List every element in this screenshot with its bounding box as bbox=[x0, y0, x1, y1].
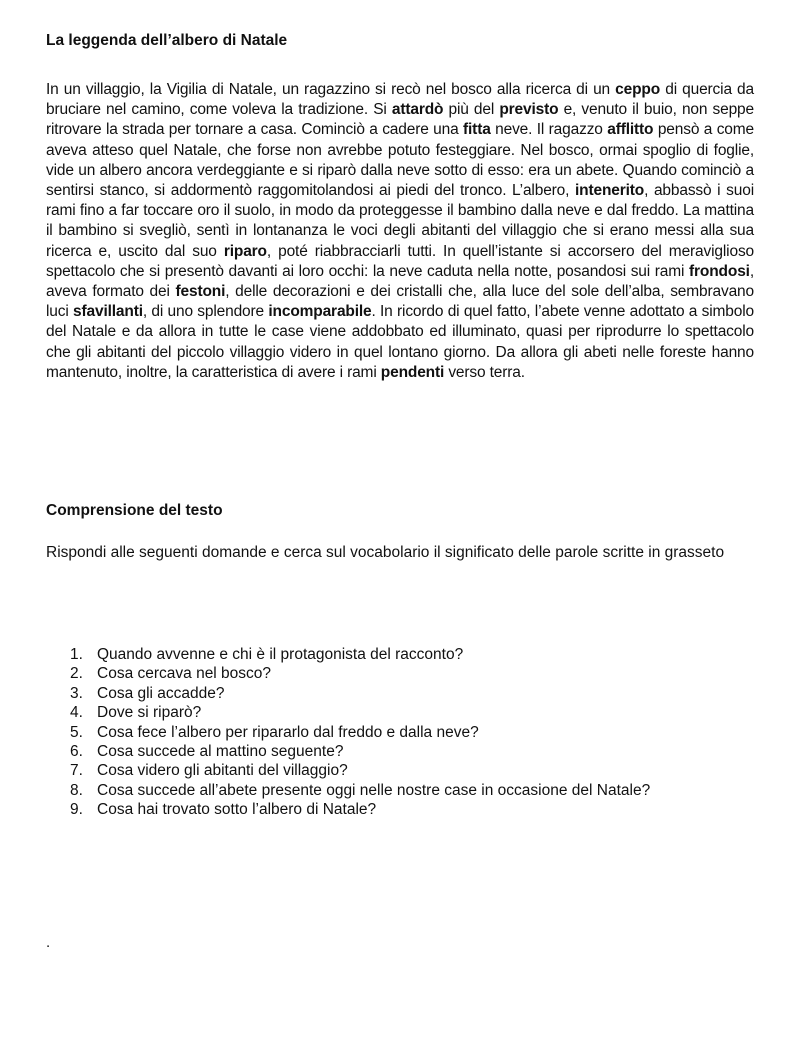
question-text: Cosa cercava nel bosco? bbox=[97, 665, 272, 683]
section-title: Comprensione del testo bbox=[46, 502, 223, 519]
story-text: , di uno splendore bbox=[142, 303, 269, 321]
question-item bbox=[70, 742, 650, 761]
question-item bbox=[70, 664, 650, 683]
question-text: Cosa hai trovato sotto l’albero di Natale? bbox=[97, 801, 377, 819]
vocabulary-word: afflitto bbox=[607, 121, 654, 139]
question-item bbox=[70, 761, 650, 780]
question-number: 7. bbox=[70, 762, 83, 780]
question-number: 5. bbox=[70, 723, 83, 741]
document-title: La leggenda dell’albero di Natale bbox=[46, 32, 288, 49]
question-number: 4. bbox=[70, 704, 83, 722]
story-text: , aveva formato dei bbox=[46, 262, 754, 301]
story-text: pensò a come aveva atteso quel Natale, che forse non avrebbe potuto festeggiare. Nel bosco, ormai spoglio di foglie, vide un albero ancora verdeggiante e si riparò dalla neve sotto di esso: era un abete. Quando cominciò a sentirsi stanco, si addormentò raggomitolandosi ai piedi del tronco. L’albero, bbox=[46, 121, 754, 200]
question-item bbox=[70, 800, 650, 819]
story-text: , poté riabbracciarli tutti. In quell’istante si accorsero del meraviglioso spettacolo che si presentò davanti ai loro occhi: la neve caduta nella notte, posandosi sui rami bbox=[46, 242, 755, 280]
question-number: 2. bbox=[70, 665, 83, 683]
question-item bbox=[70, 723, 650, 742]
vocabulary-word: sfavillanti bbox=[73, 303, 143, 321]
question-number: 8. bbox=[70, 781, 83, 799]
vocabulary-word: riparo bbox=[223, 242, 267, 260]
question-number: 1. bbox=[70, 646, 83, 663]
story-text: più del bbox=[443, 101, 500, 119]
question-item bbox=[70, 684, 650, 703]
question-text: Cosa gli accadde? bbox=[97, 684, 225, 702]
story-text: verso terra. bbox=[444, 363, 525, 381]
story-text: , delle decorazioni e dei cristalli che, alla luce del sole dell’alba, sembravano luci bbox=[46, 283, 754, 321]
question-number: 6. bbox=[70, 743, 83, 761]
vocabulary-word: incomparabile bbox=[268, 303, 372, 321]
vocabulary-word: festoni bbox=[175, 283, 226, 301]
question-item bbox=[70, 645, 650, 664]
question-text: Quando avvenne e chi è il protagonista del racconto? bbox=[97, 646, 464, 663]
question-number: 3. bbox=[70, 684, 83, 702]
story-text: In un villaggio, la Vigilia di Natale, un ragazzino si recò nel bosco alla ricerca di un bbox=[46, 81, 616, 98]
question-text: Cosa fece l’albero per ripararlo dal freddo e dalla neve? bbox=[97, 723, 479, 741]
question-number: 9. bbox=[70, 801, 83, 819]
vocabulary-word: fitta bbox=[463, 121, 491, 139]
vocabulary-word: previsto bbox=[499, 101, 559, 119]
instructions-text: Rispondi alle seguenti domande e cerca sul vocabolario il significato delle parole scritte in grasseto bbox=[46, 544, 725, 561]
vocabulary-word: attardò bbox=[391, 101, 444, 119]
story-text: di quercia da bruciare nel camino, come voleva la tradizione. Si bbox=[46, 81, 754, 119]
question-text: Cosa succede al mattino seguente? bbox=[97, 743, 344, 761]
vocabulary-word: frondosi bbox=[689, 262, 750, 280]
question-item bbox=[70, 781, 650, 800]
story-paragraph bbox=[46, 80, 754, 383]
trailing-period: . bbox=[46, 934, 51, 951]
questions-list bbox=[70, 645, 650, 820]
story-text: . In ricordo di quel fatto, l’abete venne adottato a simbolo del Natale e da allora in tutte le case viene addobbato ed illuminato, quasi per riprodurre lo spettacolo che gli abitanti del piccolo villaggio videro in quel lontano giorno. Da allora gli abeti nelle foreste hanno mantenuto, inoltre, la caratteristica di avere i rami bbox=[46, 303, 754, 381]
question-text: Cosa succede all’abete presente oggi nelle nostre case in occasione del Natale? bbox=[97, 781, 651, 799]
question-text: Dove si riparò? bbox=[97, 704, 202, 722]
story-text: e, venuto il buio, non seppe ritrovare la strada per tornare a casa. Cominciò a cadere una bbox=[46, 101, 754, 139]
question-text: Cosa videro gli abitanti del villaggio? bbox=[97, 762, 348, 780]
story-text: neve. Il ragazzo bbox=[490, 121, 608, 139]
story-text: , abbassò i suoi rami fino a far toccare oro il suolo, in modo da proteggesse il bambino dalla neve e dal freddo. La mattina il bambino si svegliò, sentì in lontananza le voci degli abitanti del villaggio che si erano messi alla sua ricerca e, uscito dal suo bbox=[46, 182, 754, 260]
vocabulary-word: intenerito bbox=[574, 182, 645, 200]
vocabulary-word: pendenti bbox=[380, 363, 445, 381]
vocabulary-word: ceppo bbox=[615, 81, 661, 98]
question-item bbox=[70, 703, 650, 722]
